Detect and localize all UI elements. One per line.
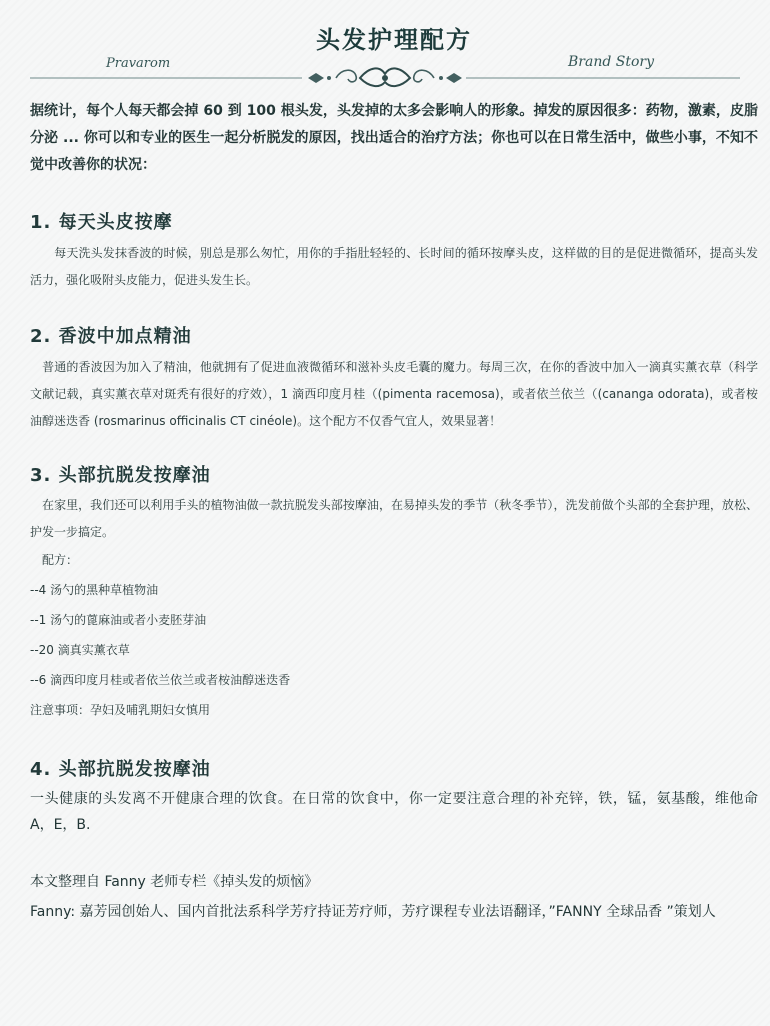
intro-paragraph: 据统计，每个人每天都会掉 60 到 100 根头发，头发掉的太多会影响人的形象。掉发的原因很多：药物，激素，皮脂分泌 ... 你可以和专业的医生一起分析脱发的原因，找出适合的治疗方法；你也可以在日常生活中，做些小事，不知不觉中改善你的状况： [30, 103, 758, 173]
section-3-heading: 3. 头部抗脱发按摩油 [30, 465, 211, 486]
recipe-item: --4 汤勺的黑种草植物油 [30, 583, 159, 597]
section-3-body: 在家里，我们还可以利用手头的植物油做一款抗脱发头部按摩油，在易掉头发的季节（秋冬季节），洗发前做个头部的全套护理，放松、护发一步搞定。 [30, 498, 758, 539]
brand-script-left: Pravarom [106, 56, 171, 71]
section-1-body: 每天洗头发抹香波的时候，别总是那么匆忙，用你的手指肚轻轻的、长时间的循环按摩头皮，这样做的目的是促进微循环，提高头发活力，强化吸附头皮能力，促进头发生长。 [30, 246, 758, 287]
footer-bio: Fanny: 嘉芳园创始人、国内首批法系科学芳疗持证芳疗师，芳疗课程专业法语翻译，”FANNY 全球品香 ”策划人 [30, 904, 716, 920]
recipe-label: 配方： [30, 553, 79, 567]
recipe-item: --1 汤勺的蓖麻油或者小麦胚芽油 [30, 613, 207, 627]
section-2-body: 普通的香波因为加入了精油，他就拥有了促进血液微循环和滋补头皮毛囊的魔力。每周三次，在你的香波中加入一滴真实薰衣草（科学文献记载，真实薰衣草对斑秃有很好的疗效），1 滴西印度月桂（(pimenta racemosa)，或者依兰依兰（(cananga odorata)，或者桉油醇迷迭香 (rosmarinus officinalis CT cinéole)。这个配方不仅香气宜人，效果显著！ [30, 360, 758, 428]
recipe-note: 注意事项：孕妇及哺乳期妇女慎用 [30, 703, 211, 717]
ornamental-divider [30, 64, 740, 92]
footer-source: 本文整理自 Fanny 老师专栏《掉头发的烦恼》 [30, 874, 319, 890]
recipe-item: --20 滴真实薰衣草 [30, 643, 130, 657]
section-2-heading: 2. 香波中加点精油 [30, 326, 192, 347]
recipe-item: --6 滴西印度月桂或者依兰依兰或者桉油醇迷迭香 [30, 673, 291, 687]
brand-script-right: Brand Story [568, 54, 655, 70]
page-title: 头发护理配方 [316, 26, 472, 54]
section-4-body: 一头健康的头发离不开健康合理的饮食。在日常的饮食中，你一定要注意合理的补充锌，铁，锰，氨基酸，维他命 A，E，B. [30, 791, 758, 833]
section-1-heading: 1. 每天头皮按摩 [30, 212, 173, 233]
section-4-heading: 4. 头部抗脱发按摩油 [30, 759, 211, 780]
